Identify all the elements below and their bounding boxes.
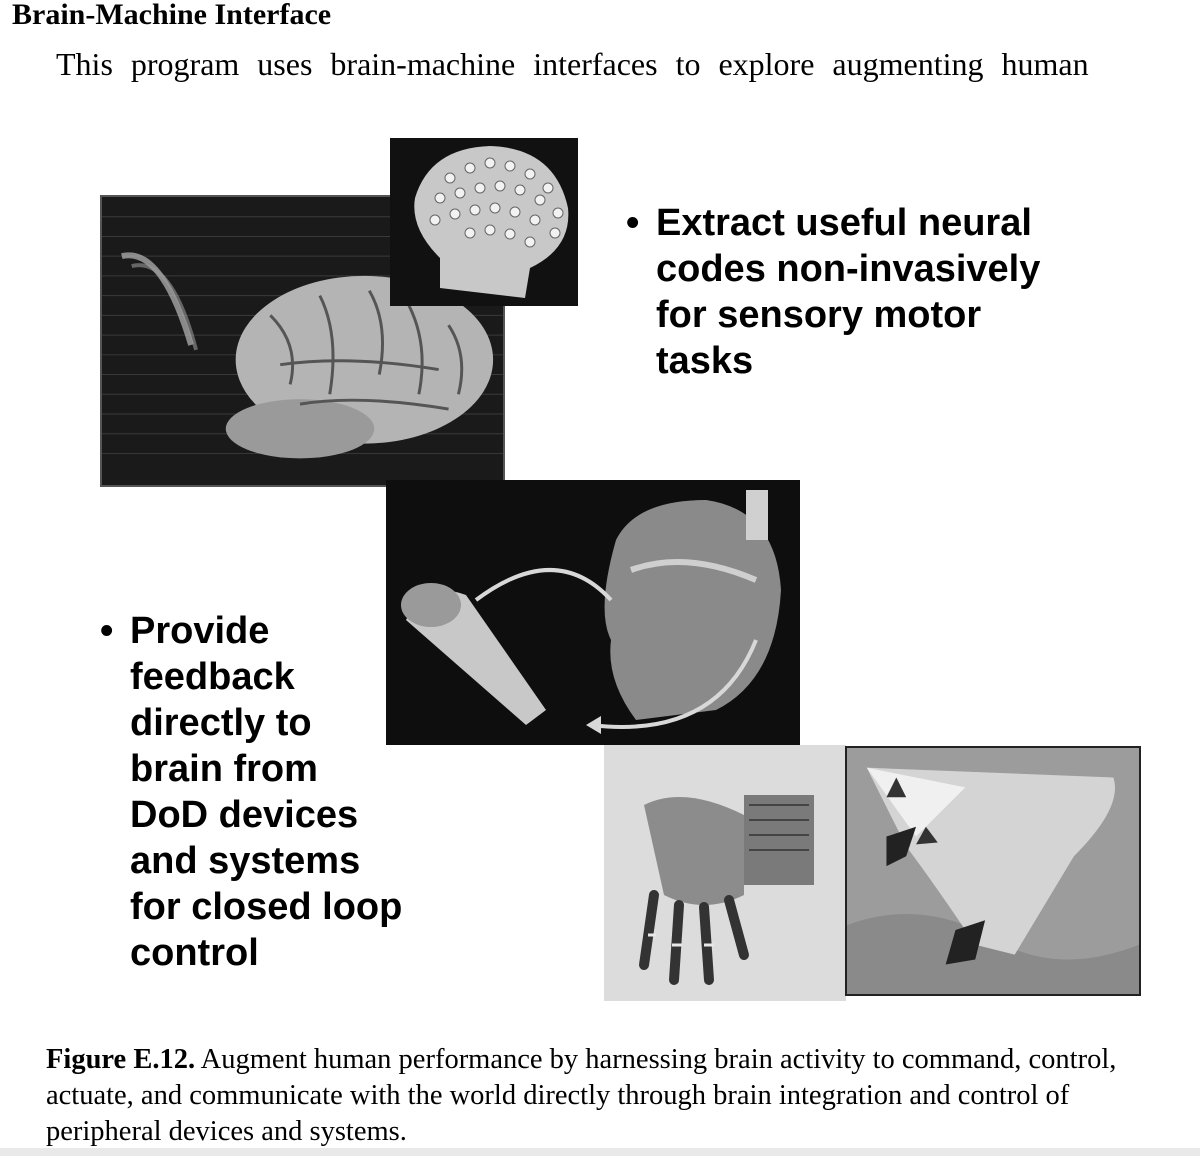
bullet-line: Extract useful neural [656,202,1032,244]
bullet-icon: • [100,610,114,652]
bullet-icon: • [626,202,640,244]
bullet-line: Provide [130,610,270,652]
robot-hand-photo [604,745,846,1001]
bullet-line: for closed loop [130,886,403,928]
bullet-line: control [130,932,259,974]
bullet-line: feedback [130,656,295,698]
monkey-with-implant-photo [386,480,800,745]
bullet-line: and systems [130,840,361,882]
intro-text: This program uses brain-machine interfaces to explore augmenting human [56,46,1089,82]
section-title: Brain-Machine Interface [12,0,332,31]
figure-caption [46,1042,1171,1150]
figure-label: Figure E.12. [46,1044,196,1075]
bullet-line: codes non-invasively [656,248,1041,290]
figure-caption-text: Augment human performance by harnessing brain activity to command, control, actuate, and communicate with the world directly through brain integration and control of peripheral devices and systems. [46,1044,1117,1147]
bullet-line: brain from [130,748,318,790]
page-bottom-strip [0,1148,1200,1156]
bullet-neural-codes [626,200,1096,384]
bullet-feedback [100,608,440,976]
bullet-line: for sensory motor [656,294,982,336]
bullet-line: directly to [130,702,312,744]
eeg-cap-photo [390,138,578,306]
aircraft-photo [845,746,1141,996]
bullet-line: DoD devices [130,794,359,836]
bullet-line: tasks [656,340,754,382]
